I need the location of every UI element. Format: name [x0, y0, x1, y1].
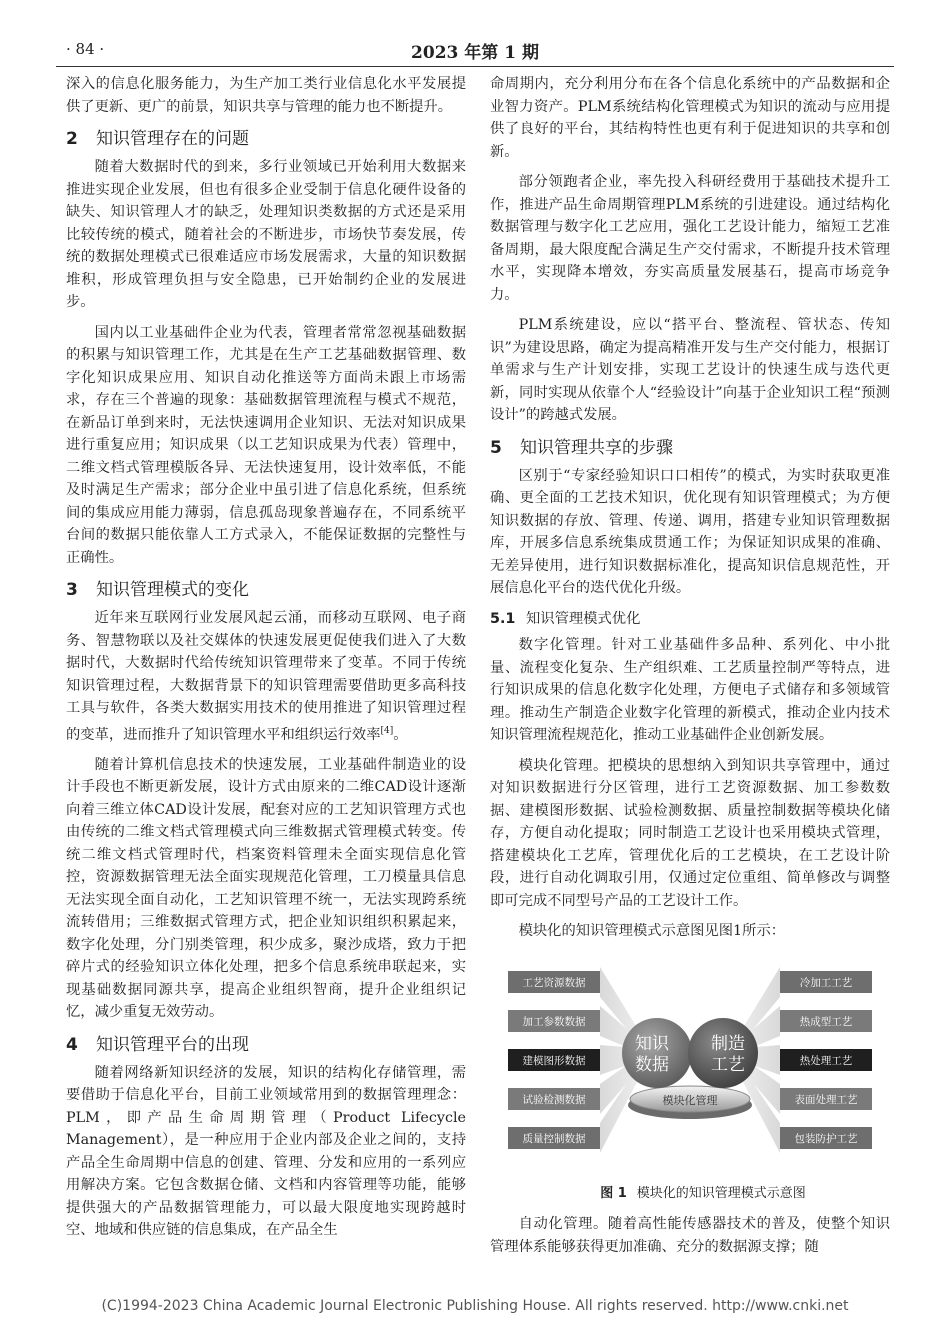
process-module-label: 包装防护工艺 — [794, 1132, 858, 1145]
paragraph: 深入的信息化服务能力，为生产加工类行业信息化水平发展提供了更新、更广的前景，知识共享与管理的能力也不断提升。 — [66, 76, 466, 115]
paragraph — [66, 607, 466, 746]
data-module-label: 建模图形数据 — [522, 1054, 586, 1067]
section-number: 2 — [66, 129, 78, 149]
paragraph: 自动化管理。随着高性能传感器技术的普及，使整个知识管理体系能够获得更加准确、充分的数据源支撑；随 — [490, 1216, 890, 1255]
copyright-footer: (C)1994-2023 China Academic Journal Electronic Publishing House. All rights reserved. http://www.cnki.net — [101, 1298, 849, 1314]
process-module-label: 热成型工艺 — [799, 1015, 853, 1028]
journal-issue: 2023 年第 1 期 — [411, 43, 539, 63]
section-heading-4 — [66, 1032, 466, 1058]
section-title: 知识管理存在的问题 — [96, 129, 249, 149]
process-module-label: 冷加工工艺 — [799, 976, 853, 989]
circle-right-line-1: 制造 — [711, 1033, 745, 1054]
circle-right-line-2: 工艺 — [711, 1054, 745, 1075]
paragraph: 命周期内，充分利用分布在各个信息化系统中的产品数据和企业智力资产。PLM系统结构化管理模式为知识的流动与应用提供了良好的平台，其结构特性也更有利于促进知识的共享和创新。 — [490, 76, 890, 160]
paragraph: PLM系统建设，应以“搭平台、整流程、管状态、传知识”为建设思路，确定为提高精准开发与生产交付能力，根据订单需求与生产计划安排，实现工艺设计的快速生成与迭代更新，同时实现从依靠个人“经验设计”向基于企业知识工程“预测设计”的跨越式发展。 — [490, 317, 890, 423]
paragraph: 国内以工业基础件企业为代表，管理者常常忽视基础数据的积累与知识管理工作，尤其是在生产工艺基础数据管理、数字化知识成果应用、知识自动化推送等方面尚未跟上市场需求，存在三个普遍的现象：基础数据管理流程与模式不规范，在新品订单到来时，无法快速调用企业知识、无法对知识成果进行重复应用；知识成果（以工艺知识成果为代表）管理中，二维文档式管理模版各异、无法快速复用，设计效率低，不能及时满足生产需求；部分企业中虽引进了信息化系统，但系统间的集成应用能力薄弱，信息孤岛现象普遍存在，不同系统平台间的数据只能依靠人工方式录入，不能保证数据的完整性与正确性。 — [66, 324, 466, 566]
paragraph-end: 。 — [393, 726, 408, 743]
page-header — [56, 38, 894, 68]
caption-text: 模块化的知识管理模式示意图 — [636, 1185, 806, 1201]
section-number: 4 — [66, 1034, 78, 1055]
section-heading-2 — [66, 126, 466, 152]
subsection-heading-5-1 — [490, 608, 890, 631]
paragraph: 区别于“专家经验知识口口相传”的模式，为实时获取更准确、更全面的工艺技术知识，优化现有知识管理模式；为方便知识数据的存放、管理、传递、调用，搭建专业知识管理数据库，开展多信息系统集成贯通工作；为保证知识成果的准确、无差异使用，进行知识数据标准化，提高知识信息规范性，开展信息化平台的迭代优化升级。 — [490, 467, 890, 596]
data-module-label: 试验检测数据 — [522, 1093, 586, 1106]
caption-number: 图 1 — [600, 1185, 627, 1201]
page-number: · 84 · — [66, 40, 105, 58]
section-number: 5 — [490, 437, 502, 458]
paragraph: 随着计算机信息技术的快速发展，工业基础件制造业的设计手段也不断更新发展，设计方式由原来的二维CAD设计逐渐向着三维立体CAD设计发展，配套对应的工艺知识管理方式也由传统的二维文档式管理模式向三维数据式管理模式转变。传统二维文档式管理时代，档案资料管理未全面实现信息化管控，资源数据管理无法全面实现规范化管理，工刀模量具信息无法实现全面自动化，工艺知识管理不统一，无法实现跨系统流转借用；三维数据式管理方式，把企业知识组织积累起来，数字化处理，分门别类管理，积少成多，聚沙成塔，致力于把碎片式的经验知识立体化处理，把多个信息系统串联起来，实现基础数据同源共享，提高企业组织智商，提升企业组织记忆，减少重复无效劳动。 — [66, 756, 466, 1021]
section-title: 知识管理模式的变化 — [96, 580, 249, 600]
right-column — [490, 73, 890, 1266]
data-module-label: 质量控制数据 — [522, 1132, 586, 1145]
subsection-number: 5.1 — [490, 610, 516, 627]
paragraph: 部分领跑者企业，率先投入科研经费用于基础技术提升工作，推进产品生命周期管理PLM系统的引进建设。通过结构化数据管理与数字化工艺应用，强化工艺设计能力，缩短工艺准备周期，最大限度配合满足生产交付需求，不断提升技术管理水平，实现降本增效，夯实高质量发展基石，提高市场竞争力。 — [490, 174, 890, 303]
process-module-label: 热处理工艺 — [799, 1054, 853, 1067]
paragraph: 数字化管理。针对工业基础件多品种、系列化、中小批量、流程变化复杂、生产组织难、工艺质量控制严等特点，进行知识成果的信息化数字化处理，方便电子式储存和多领域管理。推动生产制造企业数字化管理的新模式，推动企业内技术知识管理流程规范化，推动工业基础件企业创新发展。 — [490, 637, 890, 743]
paragraph: 模块化管理。把模块的思想纳入到知识共享管理中，通过对知识数据进行分区管理，进行工艺资源数据、加工参数数据、建模图形数据、试验检测数据、质量控制数据等模块化储存，方便自动化提取；同时制造工艺设计也采用模块式管理，搭建模块化工艺库，管理优化后的工艺模块，在工艺设计阶段，进行自动化调取引用，仅通过定位重组、简单修改与调整即可完成不同型号产品的工艺设计工作。 — [490, 757, 890, 909]
data-module-label: 工艺资源数据 — [522, 976, 586, 989]
paragraph: 随着大数据时代的到来，多行业领域已开始利用大数据来推进实现企业发展，但也有很多企业受制于信息化硬件设备的缺失、知识管理人才的缺乏，处理知识类数据的方式还是采用比较传统的模式，随着社会的不断进步，市场快节奏发展，传统的数据处理模式已很难适应市场发展需求，大量的知识数据堆积，形成管理负担与安全隐患，已开始制约企业的发展进步。 — [66, 159, 466, 310]
circle-left-line-2: 数据 — [635, 1054, 669, 1075]
paragraph: 模块化的知识管理模式示意图见图1所示： — [518, 923, 786, 939]
citation-ref[interactable]: [4] — [380, 725, 394, 736]
circle-left-line-1: 知识 — [635, 1033, 669, 1054]
section-title: 知识管理共享的步骤 — [520, 437, 673, 458]
paragraph: 随着网络新知识经济的发展，知识的结构化存储管理，需要借助于信息化平台，目前工业领域常用到的数据管理理念：PLM，即产品生命周期管理（Product Lifecycle Management），是一种应用于企业内部及企业之间的，支持产品全生命周期中信息的创建、管理、分发和应用的一系列应用解决方案。它包含数据仓储、文档和内容管理等功能，能够提供强大的产品数据管理能力，可以最大限度地实现跨越时空、地域和供应链的信息集成，在产品全生 — [66, 1064, 466, 1239]
figure-1 — [500, 953, 880, 1183]
left-column — [66, 73, 466, 1250]
base-label: 模块化管理 — [662, 1093, 718, 1107]
section-heading-5 — [490, 435, 890, 461]
paragraph-text: 近年来互联网行业发展风起云涌，而移动互联网、电子商务、智慧物联以及社交媒体的快速发展更促使我们进入了大数据时代，大数据时代给传统知识管理带来了变革。不同于传统知识管理过程，大数据背景下的知识管理需要借助更多高科技工具与软件，各类大数据实用技术的使用推进了知识管理过程的变革，进而推升了知识管理水平和组织运行效率 — [66, 610, 466, 743]
module-diagram — [500, 953, 880, 1183]
figure-caption — [490, 1183, 890, 1206]
section-heading-3 — [66, 577, 466, 603]
process-module-label: 表面处理工艺 — [794, 1093, 858, 1106]
section-number: 3 — [66, 580, 78, 600]
header-rule — [56, 66, 894, 67]
section-title: 知识管理平台的出现 — [96, 1034, 249, 1055]
subsection-title: 知识管理模式优化 — [526, 610, 641, 627]
data-module-label: 加工参数数据 — [522, 1015, 586, 1028]
